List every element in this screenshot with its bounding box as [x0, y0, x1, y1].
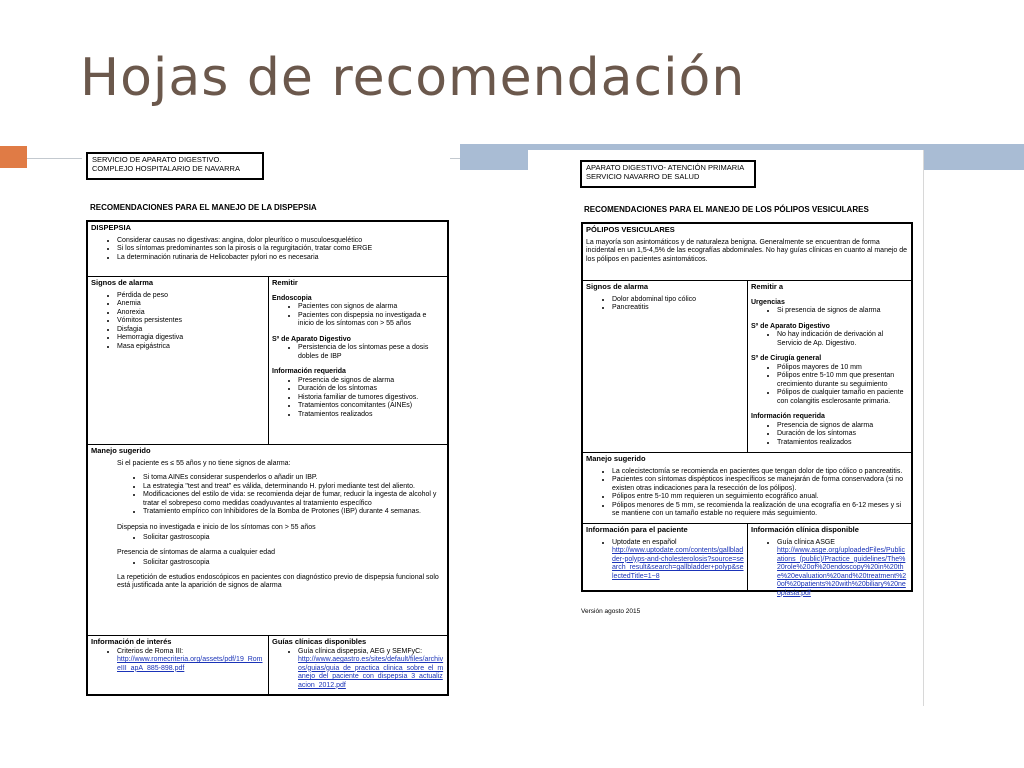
header-line: APARATO DIGESTIVO- ATENCIÓN PRIMARIA [586, 163, 745, 172]
list-item: • Solicitar gastroscopia [143, 534, 444, 543]
cell-title: Información de interés [91, 637, 172, 646]
document-title: RECOMENDACIONES PARA EL MANEJO DE LOS PÓLIPOS VESICULARES [584, 205, 869, 214]
list-item: • Duración de los síntomas [777, 430, 908, 439]
info-interes-cell [87, 635, 269, 695]
recommendation-table [86, 220, 449, 696]
list-item: • La colecistectomía se recomienda en pacientes que tengan dolor de tipo cólico o pancreatitis. [612, 468, 908, 477]
polipos-text: La mayoría son asintomáticos y de naturaleza benigna. Generalmente se encuentran de forma incidental en un 1,5-4,5% de las ecografías abdominales. No hay guías clínicas en cuanto al manejo de los pólipos en pacientes asintomáticos. [586, 238, 908, 263]
list-item: • Pérdida de peso [117, 292, 265, 301]
list-item: • Tratamientos concomitantes (AINEs) [298, 402, 444, 411]
roma-criteria-link[interactable]: http://www.romecriteria.org/assets/pdf/19_RomeIII_apA_885-898.pdf [117, 656, 263, 672]
subheading: Urgencias [751, 298, 785, 306]
item-text: Uptodate en español [612, 538, 677, 546]
list-item: • Persistencia de los síntomas pese a dosis dobles de IBP [298, 344, 444, 361]
list-item: • Masa epigástrica [117, 343, 265, 352]
list-item: • Duración de los síntomas [298, 385, 444, 394]
list-item: • Dolor abdominal tipo cólico [612, 296, 744, 305]
header-line: SERVICIO NAVARRO DE SALUD [586, 172, 700, 181]
slide-title: Hojas de recomendación [80, 48, 746, 108]
remitir-cell [747, 280, 912, 453]
list-item: • Disfagia [117, 326, 265, 335]
list-item [777, 539, 908, 599]
document-title: RECOMENDACIONES PARA EL MANEJO DE LA DISPEPSIA [90, 203, 317, 212]
list-item: • La estrategia "test and treat" es válida, determinando H. pylori mediante test del aliento. [143, 483, 444, 492]
subheading: Información requerida [272, 368, 346, 375]
cell-title: DISPEPSIA [91, 223, 132, 232]
manejo-presencia: Presencia de síntomas de alarma a cualquier edad [117, 548, 275, 556]
manejo-no-investigada: Dispepsia no investigada e inicio de los síntomas con > 55 años [117, 523, 316, 531]
document-header [86, 152, 264, 180]
list-item: • No hay indicación de derivación al Servicio de Ap. Digestivo. [777, 331, 908, 348]
list-item: • Presencia de signos de alarma [777, 422, 908, 431]
header-line: COMPLEJO HOSPITALARIO DE NAVARRA [92, 164, 240, 173]
guias-clinicas-cell [268, 635, 448, 695]
list-item: • Anorexia [117, 309, 265, 318]
signos-alarma-cell [87, 276, 269, 445]
list-item: • Pólipos menores de 5 mm, se recomienda la realización de una ecografía en 6-12 meses y si se mantiene con un tamaño estable no requiere más seguimiento. [612, 502, 908, 519]
signos-alarma-cell [582, 280, 748, 453]
subheading: Sº de Aparato Digestivo [272, 335, 351, 343]
list-item: • Si presencia de signos de alarma [777, 307, 908, 316]
cell-title: Remitir [272, 278, 298, 287]
dispepsia-cell [87, 221, 448, 277]
cell-title: Manejo sugerido [586, 454, 646, 463]
guia-dispepsia-link[interactable]: http://www.aegastro.es/sites/default/files/archivos/guias/guia_de_practica_clinica_sobre_el_manejo_del_paciente_con_dispepsia_3_actualizacion_2012.pdf [298, 656, 444, 689]
list-item: • Presencia de signos de alarma [298, 377, 444, 386]
recommendation-table [581, 222, 913, 597]
cell-title: Guías clínicas disponibles [272, 637, 367, 646]
subheading: Información requerida [751, 413, 825, 420]
version-note: Versión agosto 2015 [581, 608, 641, 615]
list-item: • Si toma AINEs considerar suspenderlos o añadir un IBP. [143, 474, 444, 483]
accent-square [0, 146, 27, 168]
cell-title: Información para el paciente [586, 525, 688, 534]
list-item: • Pólipos de cualquier tamaño en paciente con colangitis esclerosante primaria. [777, 389, 908, 406]
list-item: • Pancreatitis [612, 304, 744, 313]
uptodate-link[interactable]: http://www.uptodate.com/contents/gallbladder-polyps-and-cholesterolosis?source=search_result&search=gallbladder+polyp&selectedTitle=1~8 [612, 547, 744, 580]
cell-title: Remitir a [751, 282, 784, 291]
asge-guide-link[interactable]: http://www.asge.org/uploadedFiles/Publications_(public)/Practice_guidelines/The%20role%20of%20endoscopy%20in%20the%20evaluation%20and%20treatment%20of%20patients%20with%20biliary%20neoplasia.pdf [777, 547, 907, 597]
manejo-sugerido-cell [87, 444, 448, 636]
manejo-final: La repetición de estudios endoscópicos en pacientes con diagnóstico previo de dispepsia funcional solo está justificada ante la aparición de signos de alarma [117, 573, 439, 589]
list-item: • Pólipos entre 5-10 mm que presentan crecimiento durante su seguimiento [777, 372, 908, 389]
list-item [117, 648, 265, 674]
list-item: • Hemorragia digestiva [117, 334, 265, 343]
subheading: Endoscopia [272, 294, 312, 302]
polipos-cell [582, 223, 912, 281]
remitir-cell [268, 276, 448, 445]
item-text: Criterios de Roma III: [117, 647, 184, 655]
list-item [612, 539, 744, 582]
list-item: • Vómitos persistentes [117, 317, 265, 326]
list-item: • Pacientes con signos de alarma [298, 303, 444, 312]
list-item: • Tratamientos realizados [298, 411, 444, 420]
cell-title: Signos de alarma [91, 278, 154, 287]
list-item: • La determinación rutinaria de Helicobacter pylori no es necesaria [117, 254, 444, 263]
list-item: • Considerar causas no digestivas: angina, dolor pleurítico o musculoesquelético [117, 237, 444, 246]
document-header [580, 160, 756, 188]
list-item: • Modificaciones del estilo de vida: se recomienda dejar de fumar, reducir la ingesta de alcohol y tratar el sobrepeso como medidas coadyuvantes al tratamiento específico [143, 491, 444, 508]
subheading: Sº de Aparato Digestivo [751, 322, 830, 330]
list-item: • Pólipos entre 5-10 mm requieren un seguimiento ecográfico anual. [612, 493, 908, 502]
manejo-intro: Si el paciente es ≤ 55 años y no tiene signos de alarma: [117, 459, 291, 467]
manejo-sugerido-cell [582, 452, 912, 524]
item-text: Guía clínica dispepsia, AEG y SEMFyC: [298, 647, 423, 655]
subheading: Sº de Cirugía general [751, 355, 822, 362]
cell-title: Manejo sugerido [91, 446, 151, 455]
list-item: • Pacientes con síntomas dispépticos inespecíficos se manejarán de forma conservadora (si no existen otras indicaciones para la resección de los pólipos). [612, 476, 908, 493]
list-item: • Anemia [117, 300, 265, 309]
item-text: Guía clínica ASGE [777, 538, 835, 546]
list-item: • Solicitar gastroscopia [143, 559, 444, 568]
cell-title: Información clínica disponible [751, 525, 859, 534]
polipos-document [528, 150, 923, 706]
list-item: • Pólipos mayores de 10 mm [777, 364, 908, 373]
dispepsia-document [82, 148, 450, 700]
list-item: • Historia familiar de tumores digestivos. [298, 394, 444, 403]
list-item: • Tratamientos realizados [777, 439, 908, 448]
header-line: SERVICIO DE APARATO DIGESTIVO. [92, 155, 222, 164]
list-item [298, 648, 444, 691]
list-item: • Pacientes con dispepsia no investigada e inicio de los síntomas con > 55 años [298, 312, 444, 329]
info-clinica-cell [747, 523, 912, 597]
list-item: • Tratamiento empírico con Inhibidores de la Bomba de Protones (IBP) durante 4 semanas. [143, 508, 444, 517]
cell-title: PÓLIPOS VESICULARES [586, 225, 675, 234]
info-paciente-cell [582, 523, 748, 591]
list-item: • Si los síntomas predominantes son la pirosis o la regurgitación, tratar como ERGE [117, 245, 444, 254]
cell-title: Signos de alarma [586, 282, 649, 291]
